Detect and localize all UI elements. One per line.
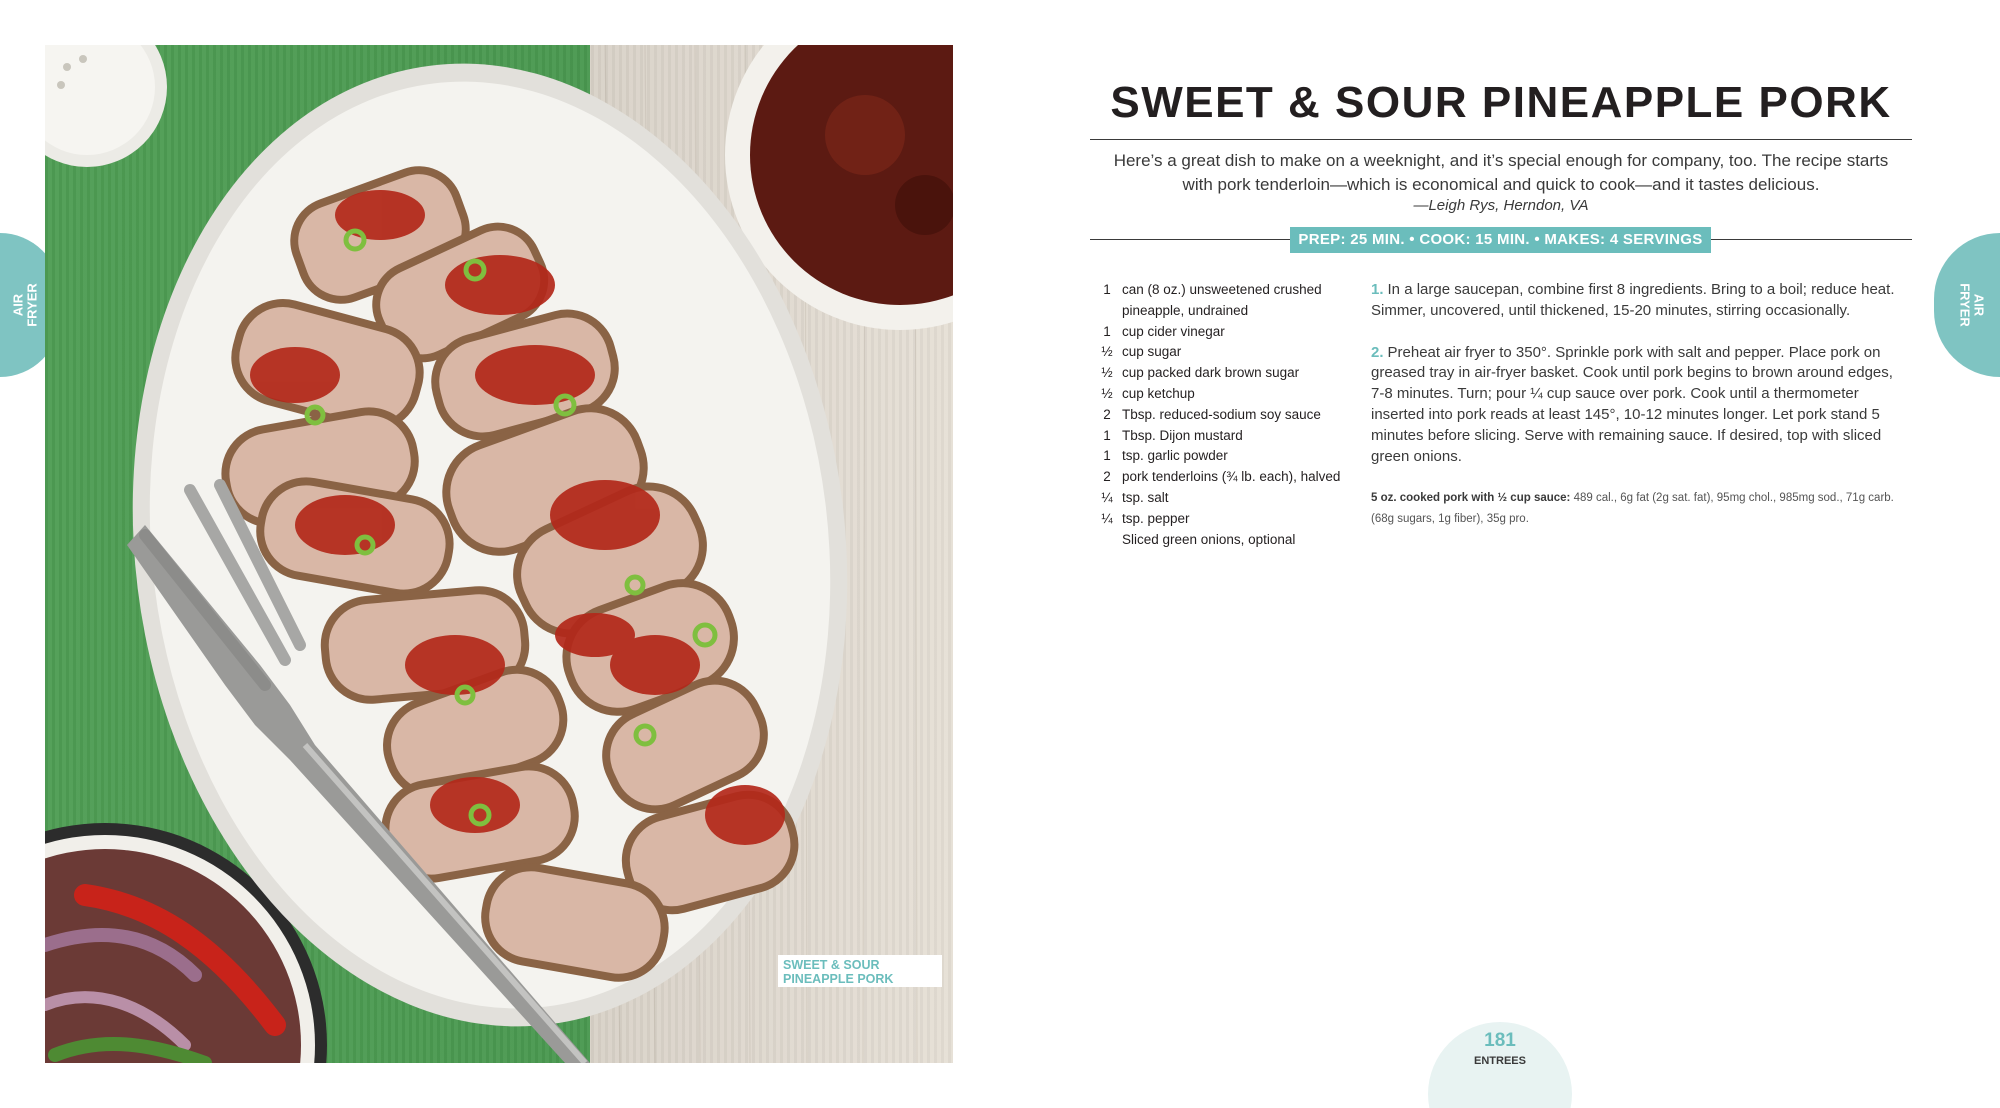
ingredient-text: tsp. garlic powder <box>1122 448 1228 464</box>
ingredient-text: cup ketchup <box>1122 385 1195 401</box>
ingredient-text: Tbsp. reduced-sodium soy sauce <box>1122 406 1321 422</box>
ingredient-qty: 1 <box>1103 323 1111 339</box>
step-number: 1. <box>1371 281 1384 298</box>
page-number: 181 <box>1484 1030 1516 1051</box>
recipe-attribution: —Leigh Rys, Herndon, VA <box>1413 197 1589 214</box>
page-number-badge <box>1428 1022 1572 1108</box>
direction-step <box>1371 280 1903 322</box>
nutrition-lead: 5 oz. cooked pork with ½ cup sauce: <box>1371 492 1571 505</box>
nutrition-facts <box>1371 488 1903 530</box>
ingredient-qty: ½ <box>1101 344 1113 360</box>
ingredient-item <box>1092 280 1352 322</box>
ingredient-item <box>1092 509 1352 530</box>
ingredient-qty: ½ <box>1101 385 1113 401</box>
ingredient-item <box>1092 405 1352 426</box>
directions <box>1371 280 1903 530</box>
ingredient-item <box>1092 384 1352 405</box>
ingredient-qty: 2 <box>1103 469 1111 485</box>
ingredient-qty <box>1092 530 1122 551</box>
ingredient-text: cup packed dark brown sugar <box>1122 365 1300 381</box>
ingredient-item <box>1092 488 1352 509</box>
title-rule <box>1090 139 1912 140</box>
section-tab-right-label: AIR FRYER <box>1957 283 1987 327</box>
ingredient-qty: 1 <box>1103 448 1111 464</box>
ingredient-text: tsp. salt <box>1122 489 1169 505</box>
ingredient-qty: ½ <box>1101 365 1113 381</box>
ingredient-qty: 1 <box>1103 282 1111 297</box>
ingredient-item <box>1092 322 1352 343</box>
page-section-label: ENTREES <box>1474 1055 1526 1067</box>
ingredient-text: cup cider vinegar <box>1122 323 1225 339</box>
ingredient-item <box>1092 467 1352 488</box>
recipe-title: SWEET & SOUR PINEAPPLE PORK <box>1110 78 1892 127</box>
ingredient-item <box>1092 363 1352 384</box>
ingredient-text: pork tenderloins (¾ lb. each), halved <box>1122 469 1341 485</box>
step-number: 2. <box>1371 343 1384 361</box>
ingredient-qty: 2 <box>1103 406 1111 422</box>
ingredient-text: Sliced green onions, optional <box>1122 531 1296 547</box>
ingredient-item <box>1092 530 1352 551</box>
ingredient-item <box>1092 426 1352 447</box>
ingredient-qty: 1 <box>1103 427 1111 443</box>
step-text: Preheat air fryer to 350°. Sprinkle pork with salt and pepper. Place pork on greased tray in air-fryer basket. Cook until pork begins to brown around edges, 7-8 minutes. Turn; pour ¼ cup sauce over pork. Cook until a thermometer inserted into pork reads at least 145°, 10-12 minutes longer. Let pork stand 5 minutes before slicing. Serve with remaining sauce. If desired, top with sliced green onions. <box>1371 343 1893 465</box>
ingredients-list <box>1092 280 1352 550</box>
ingredient-text: tsp. pepper <box>1122 510 1190 526</box>
photo-caption: SWEET & SOUR PINEAPPLE PORK <box>778 955 942 987</box>
ingredient-qty: ¼ <box>1101 489 1113 505</box>
direction-step <box>1371 343 1903 468</box>
ingredient-text: can (8 oz.) unsweetened crushed pineapple, undrained <box>1122 282 1322 318</box>
ingredient-item <box>1092 342 1352 363</box>
ingredient-item <box>1092 446 1352 467</box>
recipe-photo <box>45 45 953 1063</box>
section-tab-right <box>1934 233 2000 377</box>
salt-shaker <box>45 45 167 167</box>
recipe-meta: PREP: 25 MIN. • COOK: 15 MIN. • MAKES: 4 SERVINGS <box>1290 227 1711 253</box>
section-tab-left-label: AIR FRYER <box>10 283 40 327</box>
ingredient-text: cup sugar <box>1122 344 1182 360</box>
recipe-intro: Here’s a great dish to make on a weeknight, and it’s special enough for company, too. The recipe starts with pork tenderloin—which is economical and quick to cook—and it tastes delicious. <box>1113 151 1889 194</box>
nutrition-text: 489 cal., 6g fat (2g sat. fat), 95mg chol., 985mg sod., 71g carb. (68g sugars, 1g fiber), 35g pro. <box>1371 492 1894 526</box>
photo-illustration <box>45 45 953 1063</box>
step-text: In a large saucepan, combine first 8 ingredients. Bring to a boil; reduce heat. Simmer, uncovered, until thickened, 15-20 minutes, stirring occasionally. <box>1371 281 1895 319</box>
ingredient-text: Tbsp. Dijon mustard <box>1122 427 1243 443</box>
ingredient-qty: ¼ <box>1101 510 1113 526</box>
